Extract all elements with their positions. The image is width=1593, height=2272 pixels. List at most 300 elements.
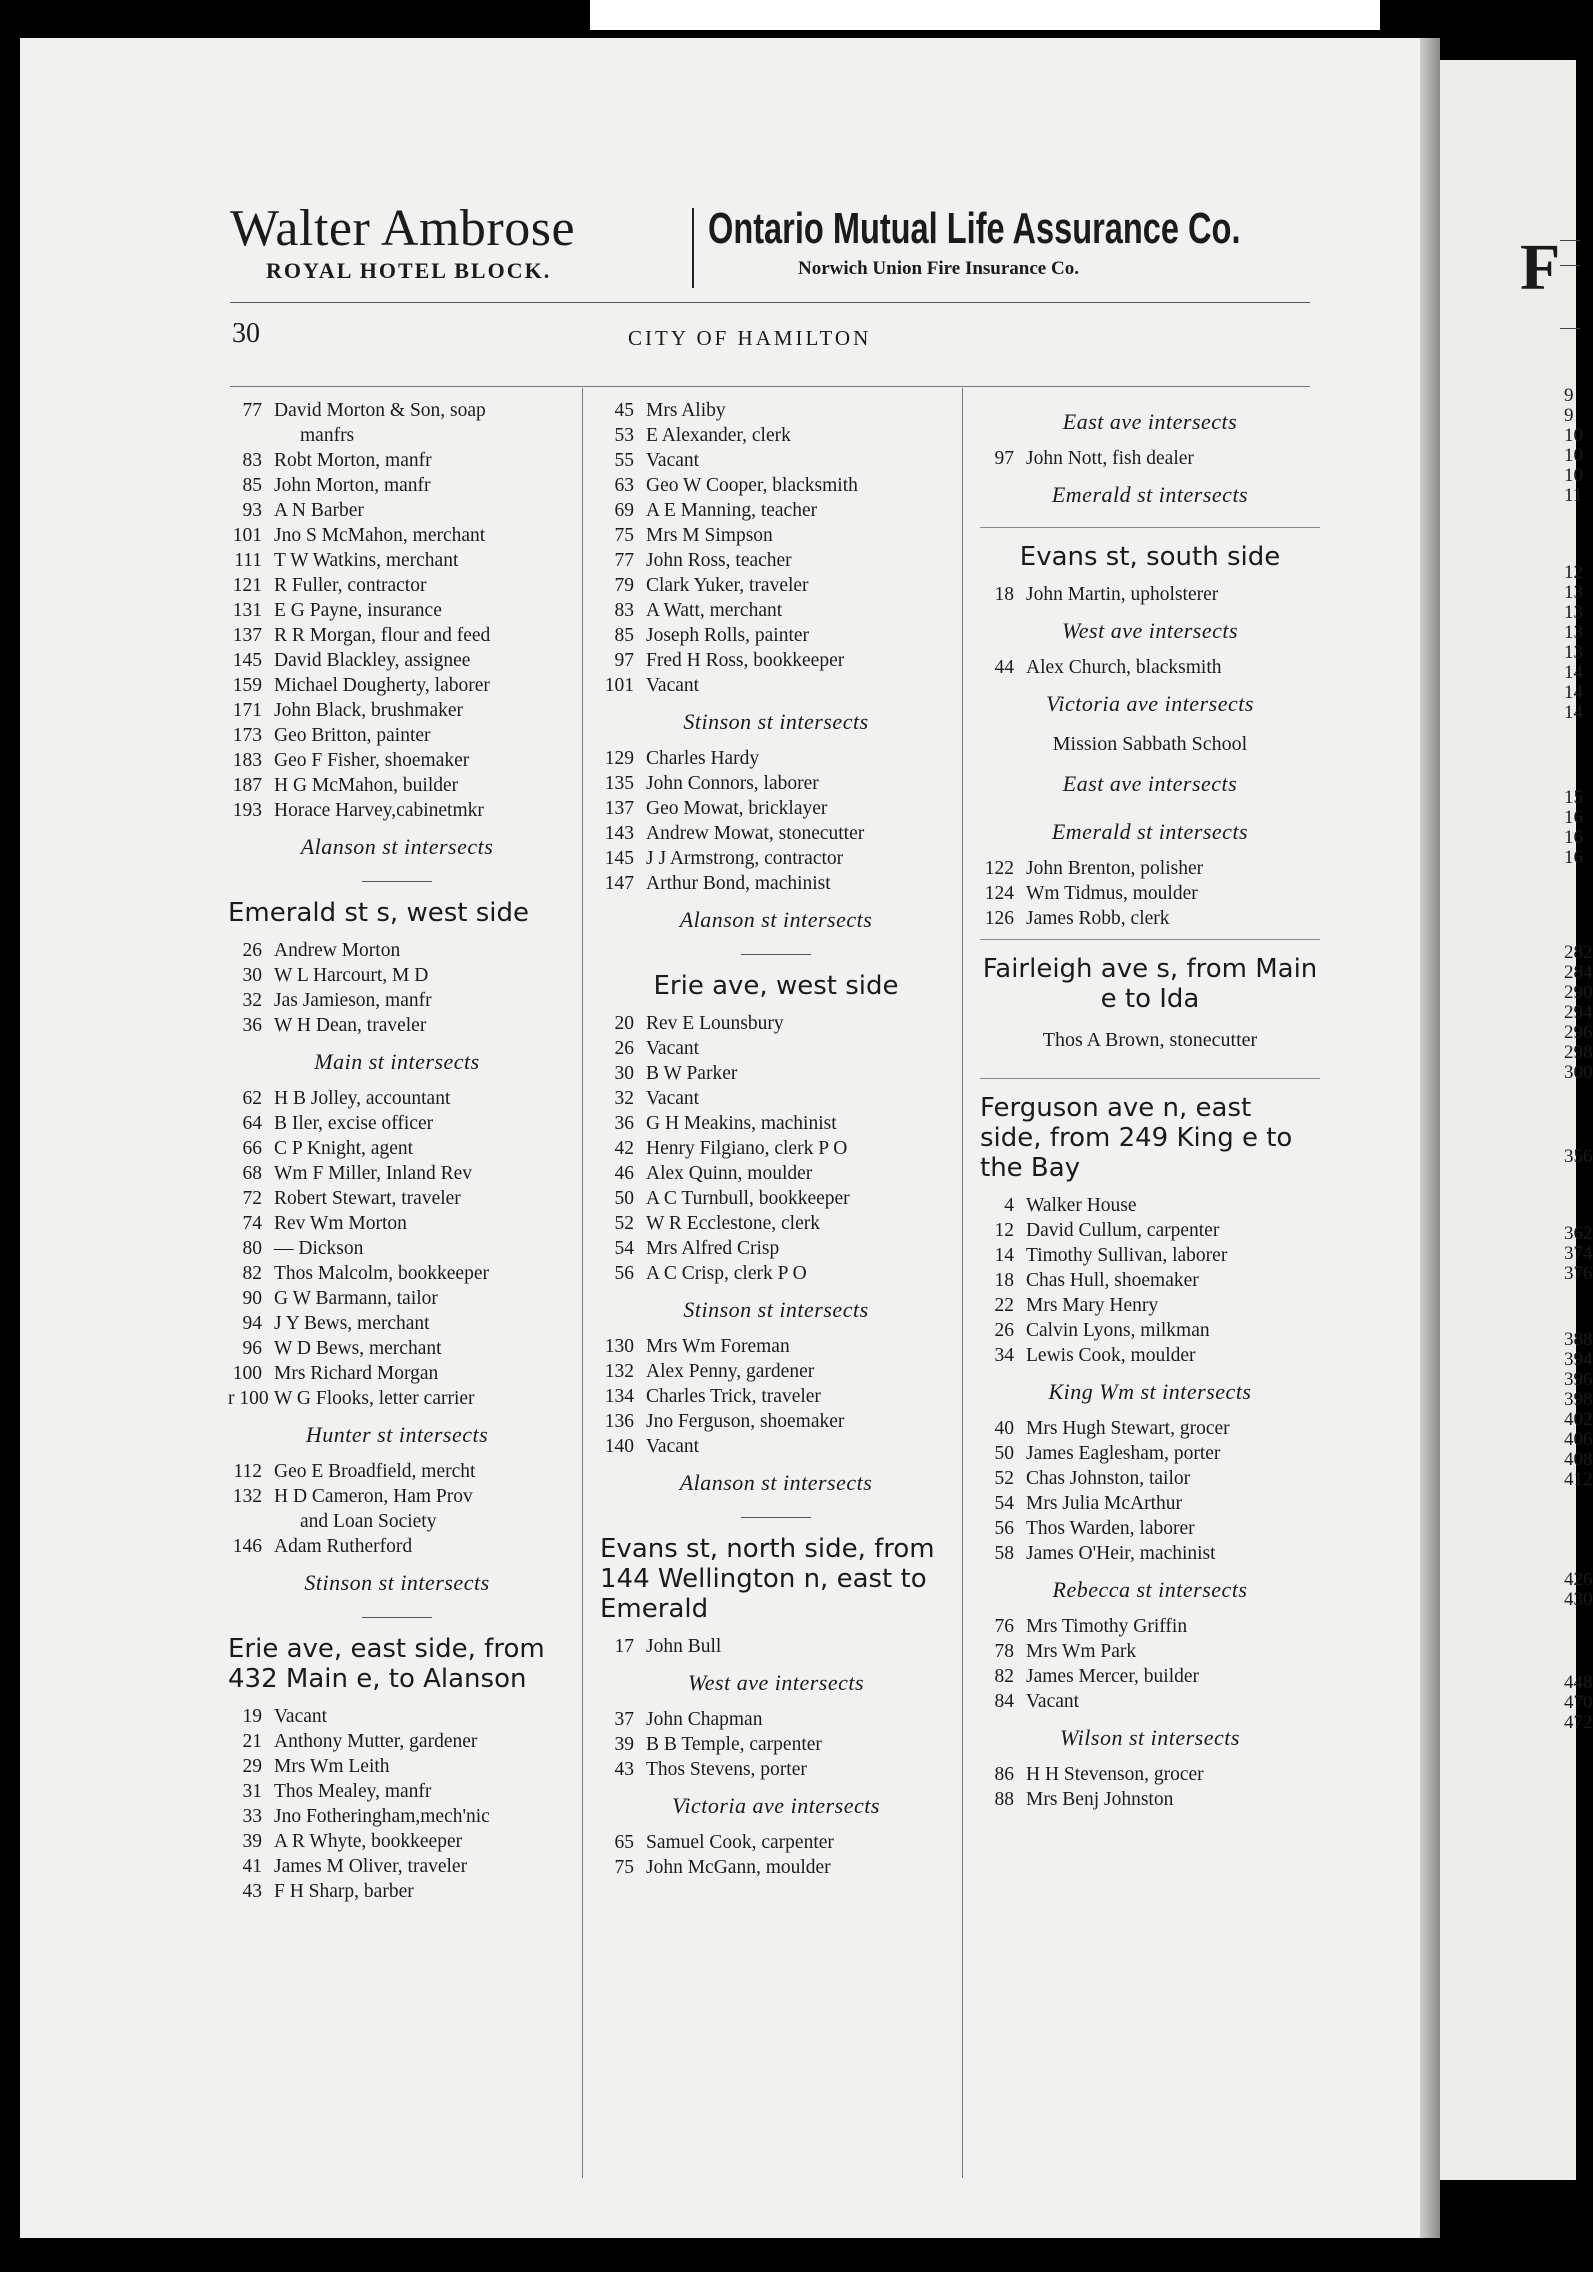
cross-street-label: West ave intersects — [687, 1670, 865, 1695]
resident-name: David Morton & Son, soap — [274, 400, 486, 421]
house-number: 88 — [994, 1789, 1014, 1810]
resident-name: B B Temple, carpenter — [646, 1734, 822, 1755]
resident-name: John Morton, manfr — [274, 475, 431, 496]
house-number: 26 — [994, 1320, 1014, 1341]
next-page-house-number: 296 — [1564, 1022, 1593, 1043]
resident-name: Robt Morton, manfr — [274, 450, 432, 471]
house-number: 193 — [232, 800, 262, 821]
title-rule — [230, 386, 1310, 387]
house-number: 77 — [242, 400, 262, 421]
house-number: 43 — [242, 1881, 262, 1902]
directory-entry — [600, 1211, 952, 1236]
resident-name: Mrs Timothy Griffin — [1026, 1616, 1188, 1637]
directory-entry — [228, 1729, 566, 1754]
resident-name: John Ross, teacher — [646, 550, 792, 571]
resident-name: Joseph Rolls, painter — [646, 625, 810, 646]
house-number: 41 — [242, 1856, 262, 1877]
house-number: 12 — [994, 1220, 1014, 1241]
house-number: 130 — [604, 1336, 634, 1357]
directory-entry — [228, 1211, 566, 1236]
cross-street-label: Emerald st intersects — [1051, 819, 1249, 844]
resident-name: W D Bews, merchant — [274, 1338, 442, 1359]
directory-entry — [228, 963, 566, 988]
house-number: 39 — [614, 1734, 634, 1755]
page-number: 30 — [232, 318, 260, 349]
resident-name: Chas Johnston, tailor — [1026, 1468, 1191, 1489]
directory-entry — [228, 1386, 566, 1411]
house-number: 69 — [614, 500, 634, 521]
directory-entry — [228, 1829, 566, 1854]
house-number: 80 — [242, 1238, 262, 1259]
next-page-rule — [1560, 328, 1580, 329]
cross-street-label: West ave intersects — [1061, 618, 1239, 643]
next-page-house-number: 430 — [1564, 1589, 1593, 1610]
house-number: 84 — [994, 1691, 1014, 1712]
house-number: 50 — [994, 1443, 1014, 1464]
resident-name: manfrs — [300, 425, 355, 446]
resident-name: Thos Stevens, porter — [646, 1759, 807, 1780]
street-heading: Erie ave, west side — [653, 971, 899, 1001]
insurance-company-name: Ontario Mutual Life Assurance Co. — [708, 204, 1241, 253]
directory-entry — [228, 573, 566, 598]
next-page-house-number: 9 — [1564, 405, 1574, 426]
resident-name: John Black, brushmaker — [274, 700, 464, 721]
house-number: 52 — [994, 1468, 1014, 1489]
directory-entry — [980, 1318, 1320, 1343]
house-number: 26 — [614, 1038, 634, 1059]
directory-entry — [980, 1193, 1320, 1218]
resident-name: B Iler, excise officer — [274, 1113, 434, 1134]
cross-street-label: Alanson st intersects — [300, 834, 494, 859]
house-number: 36 — [614, 1113, 634, 1134]
resident-name: A Watt, merchant — [646, 600, 783, 621]
header-divider — [692, 208, 694, 288]
directory-entry — [228, 1013, 566, 1038]
directory-entry — [980, 1614, 1320, 1639]
resident-name: Jno Ferguson, shoemaker — [646, 1411, 845, 1432]
directory-entry — [980, 1441, 1320, 1466]
resident-name: David Blackley, assignee — [274, 650, 471, 671]
house-number: 147 — [604, 873, 634, 894]
directory-entry — [600, 1634, 952, 1659]
house-number: 78 — [994, 1641, 1014, 1662]
house-number: 136 — [604, 1411, 634, 1432]
resident-name: A R Whyte, bookkeeper — [274, 1831, 463, 1852]
resident-name: A C Crisp, clerk P O — [646, 1263, 807, 1284]
directory-entry — [600, 1757, 952, 1782]
house-number: 126 — [984, 908, 1014, 929]
resident-name: James Eaglesham, porter — [1026, 1443, 1221, 1464]
resident-name: Vacant — [646, 1436, 700, 1457]
advertisement-header — [230, 200, 1320, 290]
next-page-house-number: 13 — [1564, 602, 1583, 623]
directory-entry — [600, 548, 952, 573]
directory-entry — [600, 1161, 952, 1186]
directory-entry — [600, 1384, 952, 1409]
resident-name: Geo W Cooper, blacksmith — [646, 475, 858, 496]
house-number: 56 — [614, 1263, 634, 1284]
house-number: 75 — [614, 1857, 634, 1878]
next-page-house-number: 470 — [1564, 1692, 1593, 1713]
next-page-rule — [1560, 265, 1580, 266]
next-page-house-number: 300 — [1564, 1062, 1593, 1083]
resident-name: Thos Malcolm, bookkeeper — [274, 1263, 489, 1284]
directory-entry — [228, 1534, 566, 1559]
directory-entry — [980, 1689, 1320, 1714]
spacer — [980, 1056, 1320, 1070]
section-rule — [362, 1617, 432, 1618]
street-heading: Fairleigh ave s, from Main e to Ida — [982, 954, 1318, 1014]
house-number: 94 — [242, 1313, 262, 1334]
next-page-house-number: 396 — [1564, 1369, 1593, 1390]
next-page-house-number: 12 — [1564, 562, 1583, 583]
resident-name: Vacant — [646, 675, 700, 696]
resident-name: R Fuller, contractor — [274, 575, 427, 596]
directory-entry — [980, 1268, 1320, 1293]
directory-column-3 — [980, 398, 1320, 1812]
cross-street-label: Stinson st intersects — [683, 709, 869, 734]
resident-name: R R Morgan, flour and feed — [274, 625, 491, 646]
section-rule — [741, 954, 811, 955]
next-page-edge — [1440, 60, 1593, 2180]
resident-name: Samuel Cook, carpenter — [646, 1832, 834, 1853]
column-divider-right — [962, 388, 963, 2178]
directory-entry — [228, 1136, 566, 1161]
directory-entry — [228, 1086, 566, 1111]
house-number: 18 — [994, 1270, 1014, 1291]
street-heading: Evans st, north side, from 144 Wellington n, east to Emerald — [600, 1534, 935, 1624]
resident-name: H H Stevenson, grocer — [1026, 1764, 1204, 1785]
directory-entry — [228, 1484, 566, 1509]
resident-name: Mrs Aliby — [646, 400, 726, 421]
house-number: 90 — [242, 1288, 262, 1309]
house-number: 39 — [242, 1831, 262, 1852]
cross-street-label: Stinson st intersects — [683, 1297, 869, 1322]
resident-name: James M Oliver, traveler — [274, 1856, 468, 1877]
directory-entry — [600, 1855, 952, 1880]
house-number: 74 — [242, 1213, 262, 1234]
resident-name: Geo F Fisher, shoemaker — [274, 750, 470, 771]
house-number: 121 — [232, 575, 262, 596]
resident-name: C P Knight, agent — [274, 1138, 414, 1159]
resident-name: Robert Stewart, traveler — [274, 1188, 461, 1209]
resident-name: A N Barber — [274, 500, 364, 521]
next-page-house-number: 282 — [1564, 942, 1593, 963]
street-heading: Erie ave, east side, from 432 Main e, to Alanson — [228, 1634, 545, 1694]
house-number: 100 — [232, 1363, 262, 1384]
resident-name: Calvin Lyons, milkman — [1026, 1320, 1210, 1341]
house-number: 64 — [242, 1113, 262, 1134]
directory-entry — [600, 871, 952, 896]
directory-entry — [228, 988, 566, 1013]
house-number: 79 — [614, 575, 634, 596]
cross-street-label: East ave intersects — [1062, 409, 1238, 434]
directory-entry — [228, 1779, 566, 1804]
next-page-heading-letter: F — [1520, 231, 1561, 304]
resident-name: Mrs Alfred Crisp — [646, 1238, 780, 1259]
house-number: 30 — [242, 965, 262, 986]
directory-entry — [600, 623, 952, 648]
advertiser-name: Walter Ambrose — [230, 200, 576, 257]
next-page-house-number: 16 — [1564, 847, 1583, 868]
next-page-house-number: 15 — [1564, 787, 1583, 808]
directory-entry — [600, 1086, 952, 1111]
house-number: 68 — [242, 1163, 262, 1184]
resident-name: Alex Penny, gardener — [646, 1361, 815, 1382]
resident-name: — Dickson — [274, 1238, 364, 1259]
resident-name: Michael Dougherty, laborer — [274, 675, 490, 696]
house-number: 145 — [232, 650, 262, 671]
house-number: 34 — [994, 1345, 1014, 1366]
house-number: 101 — [604, 675, 634, 696]
house-number: 36 — [242, 1015, 262, 1036]
house-number: 82 — [994, 1666, 1014, 1687]
resident-name: James Robb, clerk — [1026, 908, 1170, 929]
directory-entry — [600, 1261, 952, 1286]
directory-entry — [980, 1293, 1320, 1318]
resident-name: Mrs Mary Henry — [1026, 1295, 1159, 1316]
resident-name: W R Ecclestone, clerk — [646, 1213, 820, 1234]
resident-name: G H Meakins, machinist — [646, 1113, 837, 1134]
next-page-house-number: 448 — [1564, 1672, 1593, 1693]
directory-entry — [228, 498, 566, 523]
next-page-house-number: 284 — [1564, 962, 1593, 983]
house-number: 14 — [994, 1245, 1014, 1266]
section-rule — [741, 1517, 811, 1518]
house-number: 56 — [994, 1518, 1014, 1539]
resident-name: John Martin, upholsterer — [1026, 584, 1219, 605]
cross-street-label: Victoria ave intersects — [672, 1793, 880, 1818]
next-page-house-number: 402 — [1564, 1409, 1593, 1430]
resident-name: Mrs M Simpson — [646, 525, 773, 546]
resident-name: Horace Harvey,cabinetmkr — [274, 800, 484, 821]
resident-name: Timothy Sullivan, laborer — [1026, 1245, 1228, 1266]
directory-entry — [980, 1664, 1320, 1689]
section-rule — [980, 527, 1320, 528]
advertiser-right — [708, 200, 1328, 280]
resident-name: Chas Hull, shoemaker — [1026, 1270, 1199, 1291]
next-page-house-number: 294 — [1564, 1002, 1593, 1023]
house-number: 85 — [242, 475, 262, 496]
cross-street-label: Hunter st intersects — [305, 1422, 489, 1447]
house-number: 29 — [242, 1756, 262, 1777]
resident-name: Mrs Julia McArthur — [1026, 1493, 1182, 1514]
directory-entry — [600, 448, 952, 473]
directory-entry — [980, 1416, 1320, 1441]
house-number: 20 — [614, 1013, 634, 1034]
cross-street-label: King Wm st intersects — [1048, 1379, 1252, 1404]
house-number: 62 — [242, 1088, 262, 1109]
resident-name: Fred H Ross, bookkeeper — [646, 650, 845, 671]
house-number: 50 — [614, 1188, 634, 1209]
resident-name: Henry Filgiano, clerk P O — [646, 1138, 848, 1159]
directory-column-1 — [228, 398, 566, 1904]
resident-name: Mrs Wm Leith — [274, 1756, 390, 1777]
directory-entry — [980, 446, 1320, 471]
directory-entry — [600, 398, 952, 423]
house-number: 17 — [614, 1636, 634, 1657]
house-number: 82 — [242, 1263, 262, 1284]
resident-name: Geo E Broadfield, mercht — [274, 1461, 476, 1482]
directory-entry — [228, 938, 566, 963]
house-number: 112 — [233, 1461, 262, 1482]
house-number: 135 — [604, 773, 634, 794]
resident-name: W L Harcourt, M D — [274, 965, 429, 986]
directory-entry — [980, 1787, 1320, 1812]
resident-name: James O'Heir, machinist — [1026, 1543, 1216, 1564]
house-number: 75 — [614, 525, 634, 546]
directory-entry — [600, 498, 952, 523]
directory-entry — [228, 1286, 566, 1311]
house-number: 146 — [232, 1536, 262, 1557]
resident-name: Rev E Lounsbury — [646, 1013, 784, 1034]
house-number: 44 — [994, 657, 1014, 678]
resident-name: Charles Hardy — [646, 748, 760, 769]
house-number: r 100 — [228, 1388, 269, 1409]
directory-entry — [600, 1707, 952, 1732]
house-number: 143 — [604, 823, 634, 844]
directory-entry — [600, 746, 952, 771]
next-page-house-number: 406 — [1564, 1429, 1593, 1450]
next-page-house-number: 9 — [1564, 385, 1574, 406]
insurance-company-sub: Norwich Union Fire Insurance Co. — [798, 258, 1079, 279]
resident-name: John Chapman — [646, 1709, 763, 1730]
directory-entry — [228, 673, 566, 698]
resident-name: Clark Yuker, traveler — [646, 575, 809, 596]
next-page-rule — [1560, 240, 1580, 241]
resident-name: Vacant — [646, 450, 700, 471]
house-number: 21 — [242, 1731, 262, 1752]
house-number: 134 — [604, 1386, 634, 1407]
directory-entry — [600, 1830, 952, 1855]
directory-entry — [228, 648, 566, 673]
resident-name: John Connors, laborer — [646, 773, 819, 794]
directory-entry — [228, 1161, 566, 1186]
directory-entry — [228, 748, 566, 773]
resident-name: Anthony Mutter, gardener — [274, 1731, 478, 1752]
directory-entry — [600, 598, 952, 623]
directory-entry — [600, 523, 952, 548]
directory-entry — [228, 1459, 566, 1484]
directory-note: Thos A Brown, stonecutter — [1042, 1029, 1258, 1051]
resident-name: Geo Mowat, bricklayer — [646, 798, 828, 819]
street-heading: Emerald st s, west side — [228, 898, 529, 928]
directory-entry — [980, 906, 1320, 931]
directory-entry — [600, 1409, 952, 1434]
resident-name: E Alexander, clerk — [646, 425, 791, 446]
street-heading: Evans st, south side — [1019, 542, 1281, 572]
directory-entry — [228, 523, 566, 548]
next-page-house-number: 408 — [1564, 1449, 1593, 1470]
directory-entry — [228, 1804, 566, 1829]
section-rule — [980, 939, 1320, 940]
resident-name: F H Sharp, barber — [274, 1881, 414, 1902]
directory-entry — [228, 1311, 566, 1336]
house-number: 53 — [614, 425, 634, 446]
house-number: 83 — [614, 600, 634, 621]
house-number: 72 — [242, 1188, 262, 1209]
house-number: 58 — [994, 1543, 1014, 1564]
resident-name: W G Flooks, letter carrier — [274, 1388, 475, 1409]
next-page-house-number: 472 — [1564, 1712, 1593, 1733]
directory-entry — [980, 1343, 1320, 1368]
next-page-house-number: 13 — [1564, 582, 1583, 603]
house-number: 97 — [614, 650, 634, 671]
house-number: 183 — [232, 750, 262, 771]
section-rule — [980, 1078, 1320, 1079]
directory-entry — [228, 698, 566, 723]
entry-continuation — [228, 1509, 566, 1534]
resident-name: Adam Rutherford — [274, 1536, 413, 1557]
house-number: 159 — [232, 675, 262, 696]
directory-entry — [228, 1754, 566, 1779]
directory-entry — [600, 1111, 952, 1136]
resident-name: Thos Mealey, manfr — [274, 1781, 432, 1802]
resident-name: A C Turnbull, bookkeeper — [646, 1188, 850, 1209]
resident-name: John Bull — [646, 1636, 722, 1657]
house-number: 52 — [614, 1213, 634, 1234]
house-number: 32 — [242, 990, 262, 1011]
directory-note: Mission Sabbath School — [1052, 733, 1248, 755]
house-number: 77 — [614, 550, 634, 571]
resident-name: Wm F Miller, Inland Rev — [274, 1163, 472, 1184]
next-page-house-number: 16 — [1564, 807, 1583, 828]
advertiser-address: ROYAL HOTEL BLOCK. — [266, 258, 552, 283]
house-number: 55 — [614, 450, 634, 471]
house-number: 43 — [614, 1759, 634, 1780]
house-number: 63 — [614, 475, 634, 496]
directory-entry — [980, 1516, 1320, 1541]
directory-entry — [600, 821, 952, 846]
resident-name: Wm Tidmus, moulder — [1026, 883, 1198, 904]
cross-street-label: Alanson st intersects — [679, 1470, 873, 1495]
house-number: 42 — [614, 1138, 634, 1159]
resident-name: Mrs Wm Park — [1026, 1641, 1137, 1662]
house-number: 26 — [242, 940, 262, 961]
next-page-house-number: 10 — [1564, 445, 1583, 466]
directory-entry — [228, 473, 566, 498]
resident-name: Walker House — [1026, 1195, 1137, 1216]
directory-entry — [228, 1111, 566, 1136]
directory-entry — [228, 1704, 566, 1729]
next-page-house-number: 10 — [1564, 425, 1583, 446]
column-divider-left — [582, 388, 583, 2178]
resident-name: John McGann, moulder — [646, 1857, 831, 1878]
resident-name: Mrs Wm Foreman — [646, 1336, 790, 1357]
resident-name: Alex Quinn, moulder — [646, 1163, 813, 1184]
resident-name: T W Watkins, merchant — [274, 550, 459, 571]
directory-entry — [980, 881, 1320, 906]
directory-entry — [600, 1334, 952, 1359]
house-number: 54 — [614, 1238, 634, 1259]
next-page-house-number: 11 — [1564, 485, 1583, 506]
directory-entry — [228, 723, 566, 748]
cross-street-label: Alanson st intersects — [679, 907, 873, 932]
directory-entry — [228, 1854, 566, 1879]
directory-entry — [600, 1732, 952, 1757]
resident-name: Arthur Bond, machinist — [646, 873, 831, 894]
directory-entry — [600, 673, 952, 698]
resident-name: and Loan Society — [300, 1511, 437, 1532]
directory-entry — [980, 1639, 1320, 1664]
book-spine — [1420, 38, 1440, 2238]
directory-entry — [600, 423, 952, 448]
resident-name: H G McMahon, builder — [274, 775, 459, 796]
house-number: 187 — [232, 775, 262, 796]
next-page-house-number: 16 — [1564, 827, 1583, 848]
resident-name: B W Parker — [646, 1063, 738, 1084]
directory-entry — [980, 1218, 1320, 1243]
